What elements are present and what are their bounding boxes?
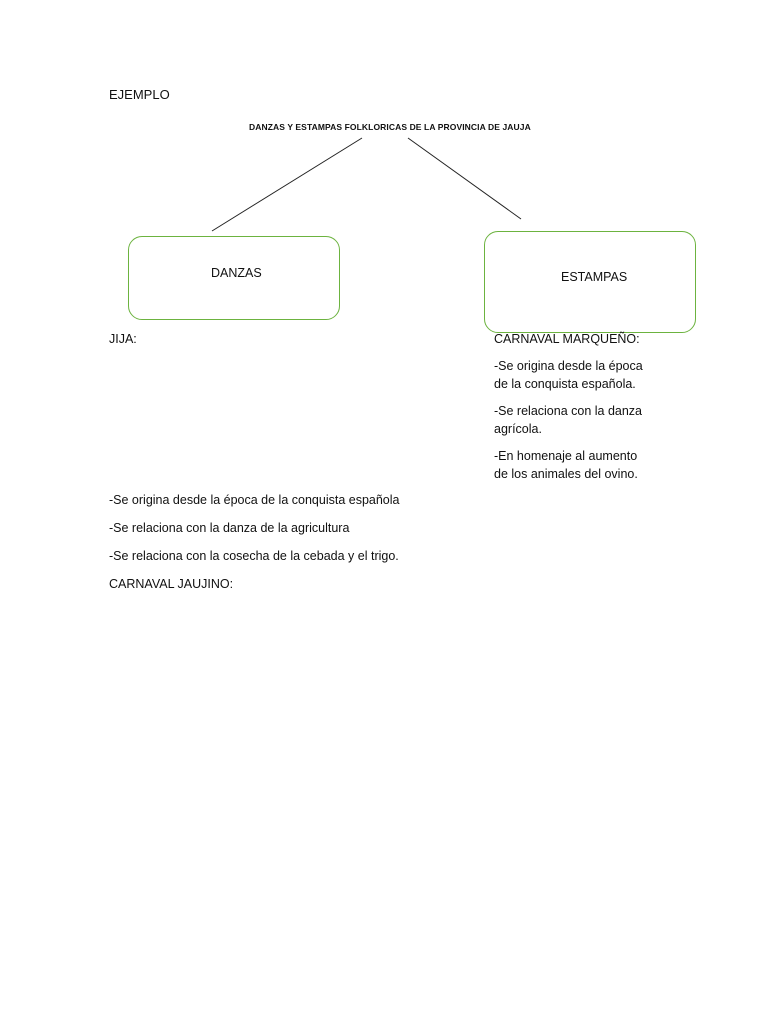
marqueno-item-origin xyxy=(494,358,643,393)
diagram-title: DANZAS Y ESTAMPAS FOLKLORICAS DE LA PROVINCIA DE JAUJA xyxy=(249,122,531,132)
danzas-box-label: DANZAS xyxy=(211,266,262,280)
marqueno-item-origin-line-1: -Se origina desde la época xyxy=(494,359,643,373)
connector-line-estampas xyxy=(408,138,521,219)
marqueno-item-homage-line-1: -En homenaje al aumento xyxy=(494,449,638,463)
marqueno-item-homage xyxy=(494,448,638,483)
jija-line-harvest: -Se relaciona con la cosecha de la cebada y el trigo. xyxy=(109,549,399,563)
marqueno-item-agricultural xyxy=(494,403,642,438)
jija-label: JIJA: xyxy=(109,332,137,346)
heading-ejemplo: EJEMPLO xyxy=(109,87,170,102)
jija-line-origin: -Se origina desde la época de la conquista española xyxy=(109,493,400,507)
connector-line-danzas xyxy=(212,138,362,231)
marqueno-item-agricultural-line-2: agrícola. xyxy=(494,421,542,436)
estampas-box-label: ESTAMPAS xyxy=(561,270,628,284)
danzas-box xyxy=(128,236,340,320)
jija-line-agriculture: -Se relaciona con la danza de la agricultura xyxy=(109,521,350,535)
marqueno-item-homage-line-2: de los animales del ovino. xyxy=(494,466,638,481)
carnaval-jaujino-label: CARNAVAL JAUJINO: xyxy=(109,577,234,591)
estampas-box xyxy=(484,231,696,333)
marqueno-item-agricultural-line-1: -Se relaciona con la danza xyxy=(494,404,643,418)
carnaval-marqueno-label: CARNAVAL MARQUEÑO: xyxy=(494,332,640,346)
marqueno-item-origin-line-2: de la conquista española. xyxy=(494,376,636,391)
